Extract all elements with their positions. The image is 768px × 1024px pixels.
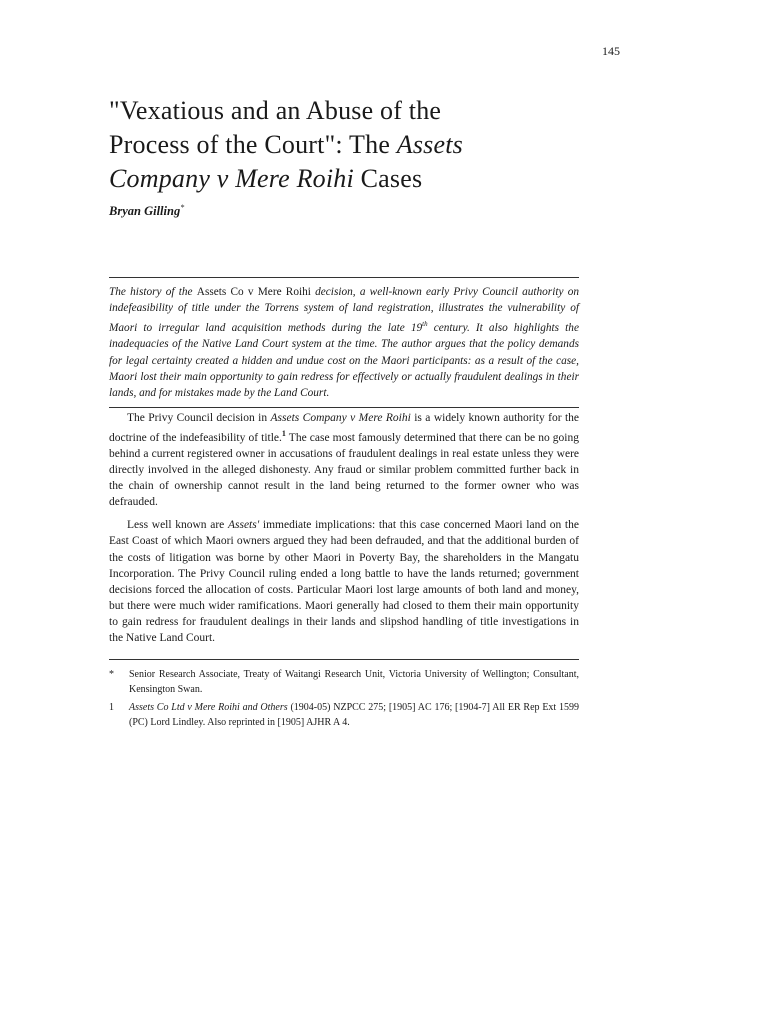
footnote-mark: 1	[109, 702, 114, 713]
footnote-mark: *	[109, 669, 114, 680]
p2-case-name: Assets'	[227, 519, 260, 532]
article-title	[109, 94, 669, 196]
abstract-part-1: The history of the	[109, 286, 197, 298]
p2-text-c: immediate implications: that this case concerned Maori land on the East Coast of which Maori owners argued they had been defrauded, and that the additional burden of the costs of litigation was borne by other Maori in Poverty Bay, the shareholders in the Mangatu Incorporation. The Privy Council ruling ended a long battle to have the lands returned; government decisions forced the allocation of costs. Particular Maori lost large amounts of both land and money, but there were much wider ramifications. Maori generally had closed to them their main opportunity to gain redress for fraudulent dealings in their lands and slipshod handling of title investigations in the Native Land Court.	[109, 519, 579, 645]
title-line-3-italic: Company v Mere Roihi	[109, 164, 354, 193]
article-body	[109, 410, 579, 653]
p1-text-d: The case most famously determined that there can be no going behind a current registered owner in accusations of fraudulent dealings in real estate unless they were directly involved in the alleged dishonesty. Any fraud or similar problem committed further back in the chain of ownership cannot result in the land being returned to the former owner who was defrauded.	[109, 431, 580, 509]
paragraph-2	[109, 517, 579, 646]
p2-text-a: Less well known are	[127, 519, 228, 532]
p1-case-name: Assets Company v Mere Roihi	[270, 412, 411, 424]
footnote-text: Senior Research Associate, Treaty of Waitangi Research Unit, Victoria University of Wellington; Consultant, Kensington Swan.	[129, 669, 579, 695]
abstract-superscript: th	[422, 320, 428, 329]
page-number: 145	[602, 44, 620, 58]
p1-text-a: The Privy Council decision in	[127, 412, 271, 424]
abstract-part-3: decision, a well-known early Privy Council authority on indefeasibility of title under the Torrens system of land registration, illustrates the vulnerability of Maori to irregular land acquisition methods during the late 19	[109, 286, 579, 335]
footnote-citation: (1904-05) NZPCC 275; [1905] AC 176; [1904-7] All ER Rep Ext 1599 (PC) Lord Lindley. Also reprinted in [1905] AJHR A 4.	[129, 702, 579, 728]
abstract-case-name: Assets Co v Mere Roihi	[196, 286, 311, 298]
footnote-case-name: Assets Co Ltd v Mere Roihi and Others	[129, 702, 288, 713]
author-byline	[109, 203, 184, 219]
abstract	[109, 277, 579, 408]
abstract-part-4: century. It also highlights the inadequacies of the Native Land Court system at the time. The author argues that the policy demands for legal certainty created a hidden and undue cost on the Maori participants: as a result of the case, Maori lost their main opportunity to gain redress for effectively or actually fraudulent dealings in their lands, and for mistakes made by the Land Court.	[109, 322, 579, 399]
p1-text-c: is a widely known authority for the doctrine of the indefeasibility of title.	[109, 412, 580, 444]
footnote-ref-1[interactable]: 1	[281, 429, 286, 439]
paragraph-1	[109, 410, 579, 510]
footnote-item	[109, 701, 579, 730]
footnote-item	[109, 668, 579, 697]
footnotes	[109, 659, 579, 734]
title-line-3: Cases	[353, 164, 423, 193]
author-name: Bryan Gilling	[109, 204, 181, 219]
title-line-1: "Vexatious and an Abuse of the	[109, 96, 442, 125]
title-line-2-italic: Assets	[396, 130, 463, 159]
author-footnote-mark: *	[180, 203, 185, 212]
title-line-2: Process of the Court": The	[109, 130, 397, 159]
footnote-text	[129, 701, 579, 730]
